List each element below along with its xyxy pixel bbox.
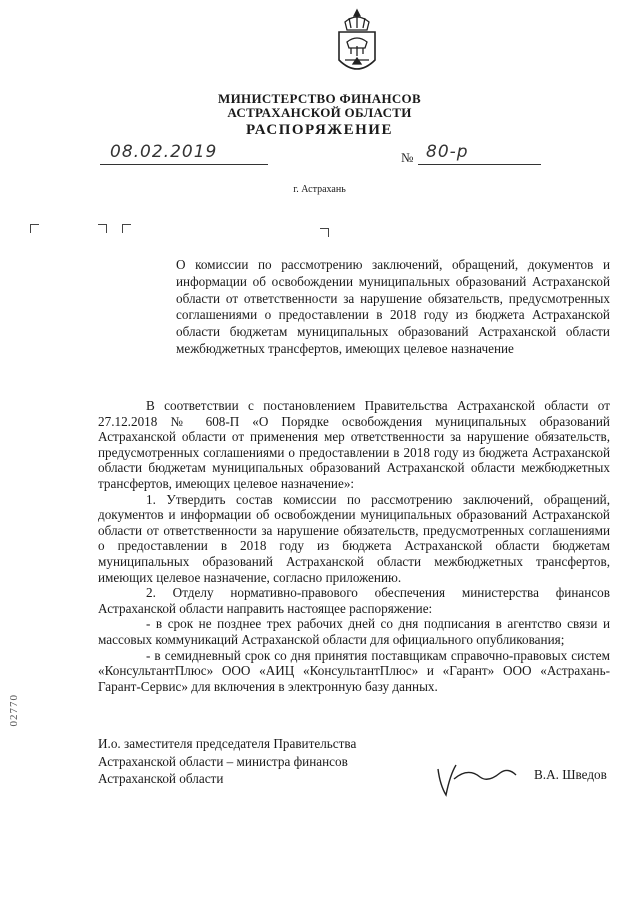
coat-of-arms-emblem — [333, 8, 381, 84]
document-subject: О комиссии по рассмотрению заключений, обращений, документов и информации об освобождении муниципальных образований Астраханской области от ответственности за нарушение обязательств, предусмотренных соглашениями о предоставлении в 2018 году из бюджета Астраханской области бюджетам муниципальных образований Астраханской области межбюджетных трансфертов, имеющих целевое назначение — [176, 257, 610, 356]
document-body — [98, 398, 610, 694]
corner-mark-right — [320, 228, 329, 237]
document-type-title: РАСПОРЯЖЕНИЕ — [246, 122, 393, 138]
corner-mark-mid-right — [122, 224, 131, 233]
corner-mark-mid-left — [98, 224, 107, 233]
body-paragraph-item-1: 1. Утвердить состав комиссии по рассмотрению заключений, обращений, документов и информации об освобождении муниципальных образований Астраханской области от ответственности за нарушение обязательств, предусмотренных соглашениями о предоставлении в 2018 году из бюджета Астраханской области бюджетам муниципальных образований Астраханской области межбюджетных трансфертов, имеющих целевое назначение, согласно приложению. — [98, 491, 610, 585]
signatory-title-line1: И.о. заместителя председателя Правительства — [98, 736, 357, 751]
signatory-title-line3: Астраханской области — [98, 771, 224, 786]
number-underline — [418, 164, 541, 165]
margin-stamp-number: 02770 — [8, 694, 20, 727]
body-paragraph-preamble: В соответствии с постановлением Правительства Астраханской области от 27.12.2018 № 608-П «О Порядке освобождения муниципальных образований Астраханской области от применения мер ответственности за нарушение обязательств, предусмотренных соглашениями о предоставлении в 2018 году из бюджета Астраханской области бюджетам муниципальных образований Астраханской области межбюджетных трансфертов, имеющих целевое назначение»: — [98, 398, 610, 491]
handwritten-signature — [428, 755, 523, 805]
signatory-title-line2: Астраханской области – министра финансов — [98, 753, 348, 769]
ministry-name-line1: МИНИСТЕРСТВО ФИНАНСОВ — [218, 91, 421, 106]
body-paragraph-item-2: 2. Отделу нормативно-правового обеспечения министерства финансов Астраханской области направить настоящее распоряжение: — [98, 585, 610, 616]
signatory-title — [98, 735, 356, 788]
number-label: № — [401, 150, 414, 165]
body-paragraph-item-2-bullet-1: - в срок не позднее трех рабочих дней со дня подписания в агентство связи и массовых коммуникаций Астраханской области для официального опубликования; — [98, 616, 610, 647]
date-underline — [100, 164, 268, 165]
document-date: 08.02.2019 — [110, 142, 218, 162]
city-label: г. Астрахань — [293, 184, 346, 195]
document-number: 80-р — [426, 142, 469, 162]
ministry-name-line2: АСТРАХАНСКОЙ ОБЛАСТИ — [227, 105, 412, 120]
corner-mark-left — [30, 224, 39, 233]
body-paragraph-item-2-bullet-2: - в семидневный срок со дня принятия поставщикам справочно-правовых систем «КонсультантПлюс» ООО «АИЦ «КонсультантПлюс» и «Гарант» ООО «Астрахань-Гарант-Сервис» для включения в электронную базу данных. — [98, 647, 610, 694]
signatory-name: В.А. Шведов — [534, 767, 607, 782]
